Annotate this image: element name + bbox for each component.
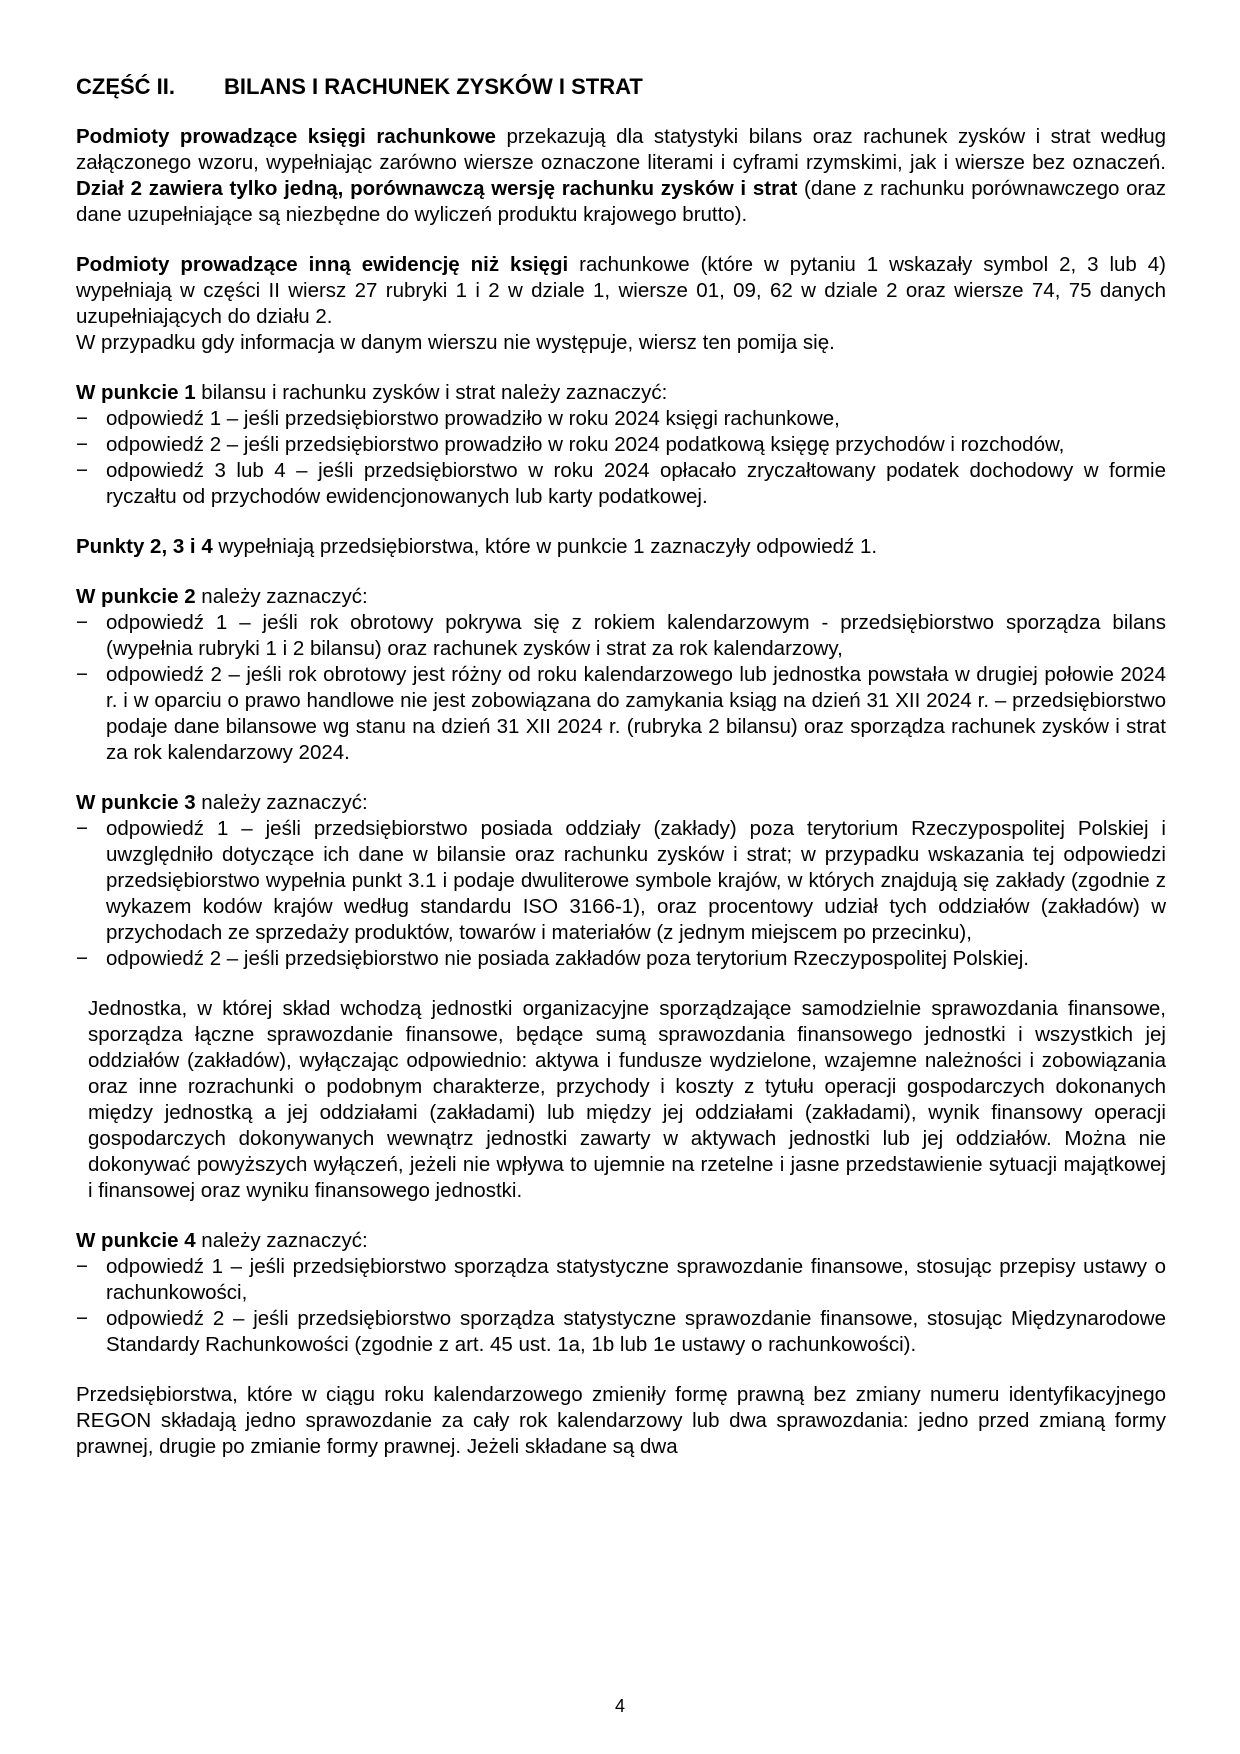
section-point-4: [76, 1228, 1166, 1358]
list-lead: [76, 380, 1166, 406]
paragraph-text: bilansu i rachunku zysków i strat należy zaznaczyć:: [195, 381, 668, 404]
list-item: − odpowiedź 2 – jeśli przedsiębiorstwo sporządza statystyczne sprawozdanie finansowe, stosując Międzynarodowe Standardy Rachunkowości (zgodnie z art. 45 ust. 1a, 1b lub 1e ustawy o rachunkowości).: [76, 1306, 1166, 1358]
paragraph-text: rachunkowe (które w pytaniu 1 wskazały symbol 2, 3 lub 4) wypełniają w części II wiersz 27 rubryki 1 i 2 w dziale 1, wiersze 01, 09, 62 w dziale 2 oraz wiersze 74, 75 danych uzupełniających do działu 2.: [76, 253, 1166, 328]
section-heading: [76, 72, 1166, 102]
section-title: BILANS I RACHUNEK ZYSKÓW I STRAT: [224, 74, 643, 99]
list-item: − odpowiedź 1 – jeśli przedsiębiorstwo prowadziło w roku 2024 księgi rachunkowe,: [76, 406, 1166, 432]
paragraph-missing-info: W przypadku gdy informacja w danym wierszu nie występuje, wiersz ten pomija się.: [76, 331, 835, 354]
section-point-1: [76, 380, 1166, 510]
bold-text: Podmioty prowadzące inną ewidencję niż księgi: [76, 253, 569, 276]
list-item: − odpowiedź 2 – jeśli przedsiębiorstwo prowadziło w roku 2024 podatkową księgę przychodów i rozchodów,: [76, 432, 1166, 458]
list-item: − odpowiedź 3 lub 4 – jeśli przedsiębiorstwo w roku 2024 opłacało zryczałtowany podatek dochodowy w formie ryczałtu od przychodów ewidencjonowanych lub karty podatkowej.: [76, 458, 1166, 510]
answer-list: [76, 406, 1166, 510]
paragraph-text: należy zaznaczyć:: [195, 1229, 368, 1252]
answer-list: [76, 816, 1166, 972]
list-lead: [76, 584, 1166, 610]
paragraph-text: (dane z rachunku porównawczego oraz dane uzupełniające są niezbędne do wyliczeń produktu krajowego brutto).: [76, 177, 1166, 226]
bold-text: Dział 2 zawiera tylko jedną, porównawczą wersję rachunku zysków i strat: [76, 177, 798, 200]
paragraph-text: wypełniają przedsiębiorstwa, które w punkcie 1 zaznaczyły odpowiedź 1.: [212, 535, 878, 558]
page-number: 4: [614, 1696, 625, 1716]
list-item: − odpowiedź 1 – jeśli rok obrotowy pokrywa się z rokiem kalendarzowym - przedsiębiorstwo sporządza bilans (wypełnia rubryki 1 i 2 bilansu) oraz rachunek zysków i strat za rok kalendarzowy,: [76, 610, 1166, 662]
list-lead: [76, 1228, 1166, 1254]
paragraph-text: należy zaznaczyć:: [195, 791, 368, 814]
paragraph-points-2-3-4: [76, 534, 1166, 560]
answer-list: [76, 1254, 1166, 1358]
paragraph-text: przekazują dla statystyki bilans oraz rachunek zysków i strat według załączonego wzoru, wypełniając zarówno wiersze oznaczone literami i cyframi rzymskimi, jak i wiersze bez oznaczeń.: [76, 125, 1167, 174]
list-item: − odpowiedź 2 – jeśli rok obrotowy jest różny od roku kalendarzowego lub jednostka powstała w drugiej połowie 2024 r. i w oparciu o prawo handlowe nie jest zobowiązana do zamykania ksiąg na dzień 31 XII 2024 r. – przedsiębiorstwo podaje dane bilansowe wg stanu na dzień 31 XII 2024 r. (rubryka 2 bilansu) oraz sporządza rachunek zysków i strat za rok kalendarzowy 2024.: [76, 662, 1166, 766]
paragraph-combined-statement: Jednostka, w której skład wchodzą jednostki organizacyjne sporządzające samodzielnie sprawozdania finansowe, sporządza łączne sprawozdanie finansowe, będące sumą sprawozdania finansowego jednostki i wszystkich jej oddziałów (zakładów), wyłączając odpowiednio: aktywa i fundusze wydzielone, wzajemne należności i zobowiązania oraz inne rozrachunki o podobnym charakterze, przychody i koszty z tytułu operacji gospodarczych dokonanych między jednostką a jej oddziałami (zakładami) lub między jej oddziałami (zakładami), wynik finansowy operacji gospodarczych dokonywanych wewnątrz jednostki zawarty w aktywach jednostki lub jej oddziałów. Można nie dokonywać powyższych wyłączeń, jeżeli nie wpływa to ujemnie na rzetelne i jasne przedstawienie sytuacji majątkowej i finansowej oraz wyniku finansowego jednostki.: [88, 997, 1166, 1202]
paragraph-bookkeeping-entities: [76, 124, 1166, 228]
answer-list: [76, 610, 1166, 766]
bold-text: W punkcie 2: [76, 585, 196, 608]
paragraph-other-records: [76, 252, 1166, 330]
bold-text: W punkcie 4: [76, 1229, 196, 1252]
bold-text: W punkcie 3: [76, 791, 196, 814]
section-point-3: [76, 790, 1166, 972]
paragraph-text: należy zaznaczyć:: [195, 585, 368, 608]
bold-text: Punkty 2, 3 i 4: [76, 535, 213, 558]
bold-text: W punkcie 1: [76, 381, 196, 404]
bold-text: Podmioty prowadzące księgi rachunkowe: [76, 125, 496, 148]
document-page: [76, 72, 1166, 1460]
section-point-2: [76, 584, 1166, 766]
list-lead: [76, 790, 1166, 816]
paragraph-legal-form-change: Przedsiębiorstwa, które w ciągu roku kalendarzowego zmieniły formę prawną bez zmiany numeru identyfikacyjnego REGON składają jedno sprawozdanie za cały rok kalendarzowy lub dwa sprawozdania: jedno przed zmianą formy prawnej, drugie po zmianie formy prawnej. Jeżeli składane są dwa: [76, 1383, 1166, 1458]
list-item: − odpowiedź 2 – jeśli przedsiębiorstwo nie posiada zakładów poza terytorium Rzeczypospolitej Polskiej.: [76, 946, 1166, 972]
list-item: − odpowiedź 1 – jeśli przedsiębiorstwo posiada oddziały (zakłady) poza terytorium Rzeczypospolitej Polskiej i uwzględniło dotyczące ich dane w bilansie oraz rachunku zysków i strat; w przypadku wskazania tej odpowiedzi przedsiębiorstwo wypełnia punkt 3.1 i podaje dwuliterowe symbole krajów, w których znajdują się zakłady (zgodnie z wykazem kodów krajów według standardu ISO 3166-1), oraz procentowy udział tych oddziałów (zakładów) w przychodach ze sprzedaży produktów, towarów i materiałów (z jednym miejscem po przecinku),: [76, 816, 1166, 946]
list-item: − odpowiedź 1 – jeśli przedsiębiorstwo sporządza statystyczne sprawozdanie finansowe, stosując przepisy ustawy o rachunkowości,: [76, 1254, 1166, 1306]
section-number: CZĘŚĆ II.: [76, 74, 176, 99]
